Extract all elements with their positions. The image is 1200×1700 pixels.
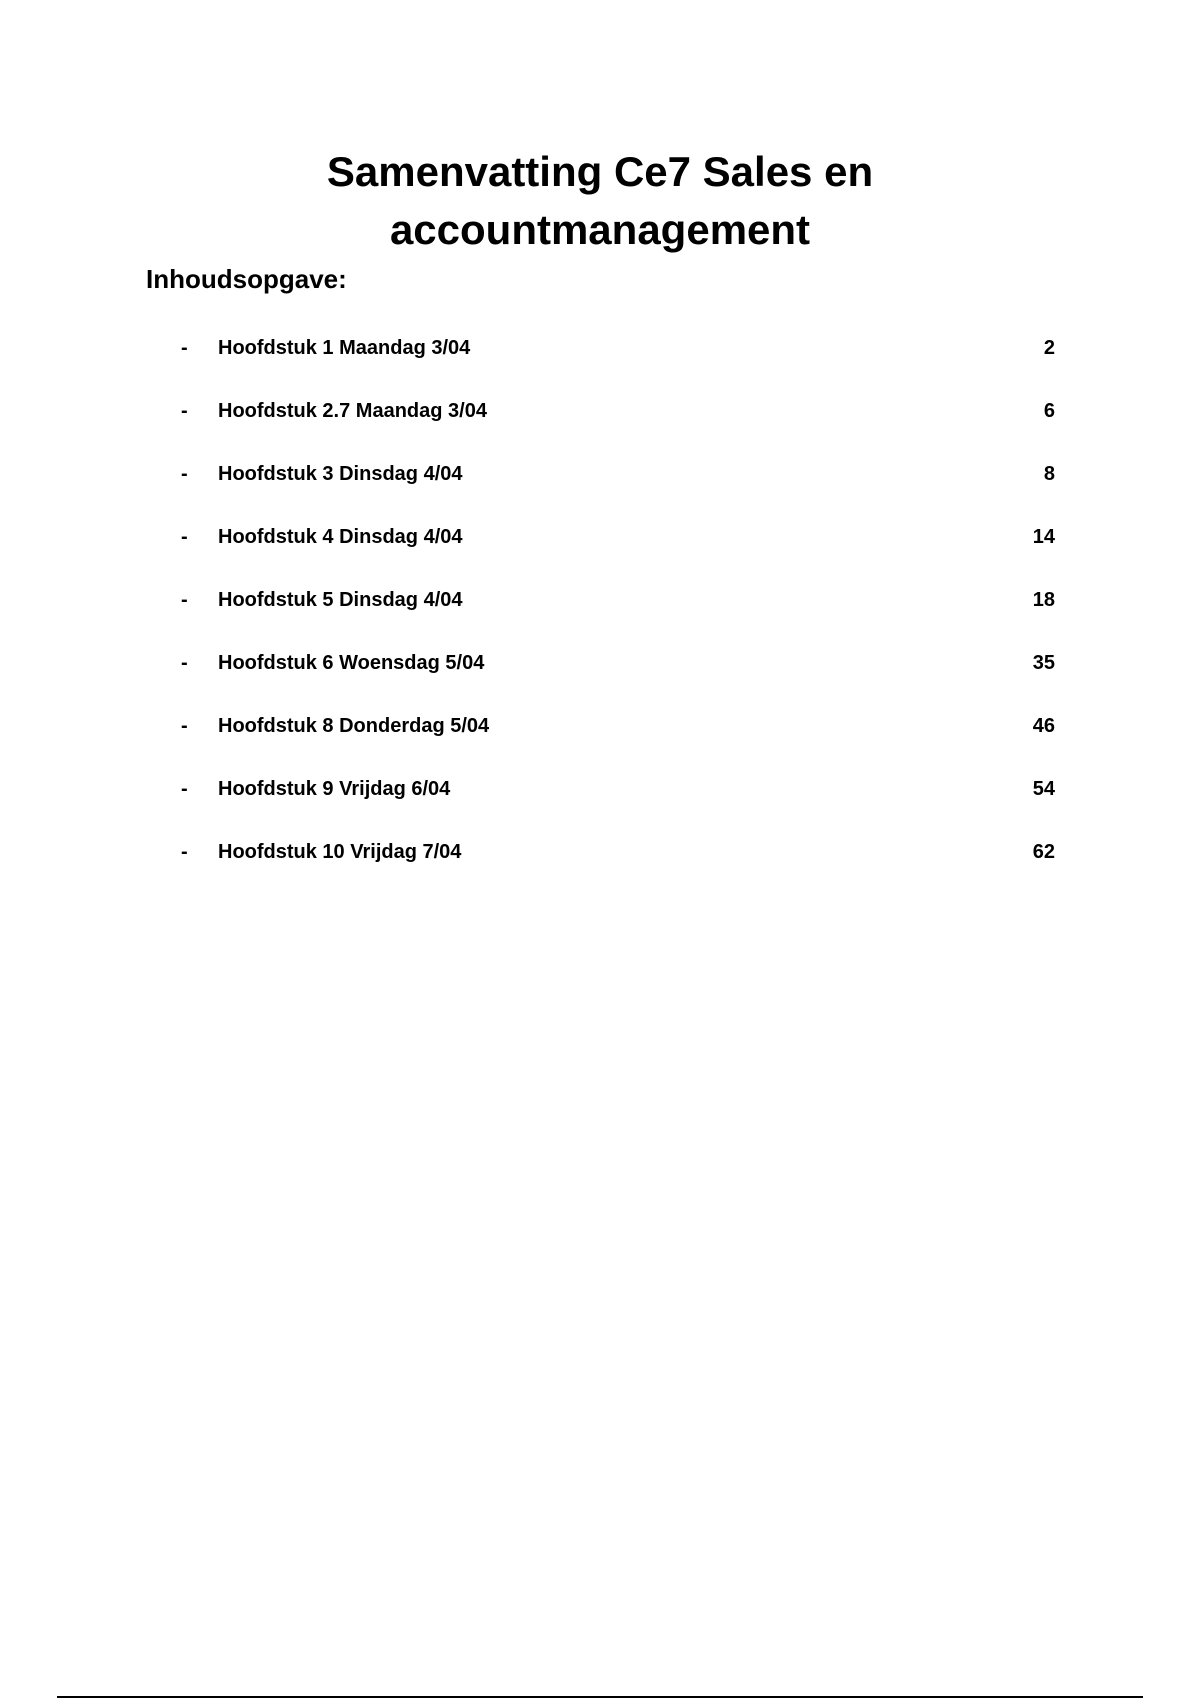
toc-entry (0, 458, 1200, 521)
toc-entry (0, 395, 1200, 458)
toc-bullet: - (181, 337, 188, 359)
toc-entry-label: Hoofdstuk 6 Woensdag 5/04 (218, 652, 485, 674)
toc-entry-label: Hoofdstuk 9 Vrijdag 6/04 (218, 778, 451, 800)
document-title-line-1: Samenvatting Ce7 Sales en (326, 148, 874, 195)
footer-divider (57, 1696, 1143, 1698)
toc-page-number: 46 (1032, 715, 1055, 737)
toc-entry (0, 332, 1200, 395)
toc-entry-label: Hoofdstuk 2.7 Maandag 3/04 (218, 400, 487, 422)
toc-bullet: - (181, 715, 188, 737)
toc-entry (0, 521, 1200, 584)
toc-bullet: - (181, 778, 188, 800)
toc-entry-label: Hoofdstuk 8 Donderdag 5/04 (218, 715, 490, 737)
toc-heading: Inhoudsopgave: (146, 264, 347, 294)
toc-entry-label: Hoofdstuk 3 Dinsdag 4/04 (218, 463, 463, 485)
table-of-contents (0, 332, 1200, 899)
toc-entry (0, 710, 1200, 773)
toc-bullet: - (181, 652, 188, 674)
toc-entry-label: Hoofdstuk 10 Vrijdag 7/04 (218, 841, 462, 863)
toc-page-number: 35 (1032, 652, 1055, 674)
toc-entry (0, 584, 1200, 647)
toc-entry (0, 647, 1200, 710)
toc-entry (0, 836, 1200, 899)
toc-bullet: - (181, 463, 188, 485)
toc-entry-label: Hoofdstuk 4 Dinsdag 4/04 (218, 526, 463, 548)
document-title-line-2: accountmanagement (389, 206, 811, 253)
toc-bullet: - (181, 526, 188, 548)
toc-page-number: 6 (1043, 400, 1055, 422)
toc-bullet: - (181, 841, 188, 863)
toc-entry-label: Hoofdstuk 1 Maandag 3/04 (218, 337, 471, 359)
toc-page-number: 8 (1043, 463, 1055, 485)
document-title (200, 143, 1000, 259)
toc-page-number: 62 (1032, 841, 1055, 863)
toc-page-number: 18 (1032, 589, 1055, 611)
toc-page-number: 54 (1032, 778, 1055, 800)
toc-bullet: - (181, 400, 188, 422)
toc-page-number: 2 (1043, 337, 1055, 359)
toc-entry-label: Hoofdstuk 5 Dinsdag 4/04 (218, 589, 463, 611)
toc-page-number: 14 (1032, 526, 1055, 548)
toc-bullet: - (181, 589, 188, 611)
toc-entry (0, 773, 1200, 836)
